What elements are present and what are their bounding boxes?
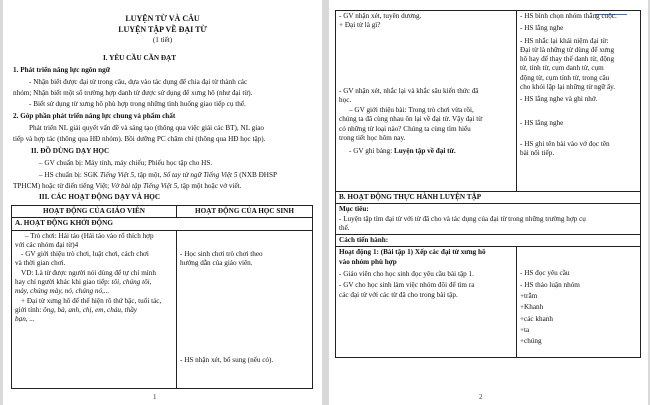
- text-line: - HS nhận xét, bổ sung (nếu có).: [180, 356, 274, 365]
- paragraph-line: Phát triển NL giải quyết vấn đề và sáng tạo (thông qua việc giải các BT), NL giao: [29, 124, 264, 132]
- text-line: - HS nhắc lại khái niệm đại từ:: [520, 36, 609, 45]
- text-line: từ, tính từ, cụm danh từ, cụm: [520, 64, 604, 73]
- text-line: - GV nhận xét, nhắc lại và khắc sâu kiến thức đã: [339, 86, 479, 95]
- lesson-subtitle: LUYỆN TẬP VỀ ĐẠI TỪ: [118, 25, 207, 34]
- paragraph-line: [13, 182, 241, 191]
- book-title: Vở bài tập Tiếng Việt 5: [110, 182, 178, 190]
- text-line: các đại từ với các từ đã cho trong bài tập.: [339, 290, 458, 299]
- text-line: - Học sinh chơi trò chơi theo: [180, 249, 263, 258]
- example-words: ông, bà, anh, chị, em, cháu, thầy: [43, 305, 137, 314]
- document-page-1: [3, 0, 322, 405]
- subsection-heading: 1. Phát triển năng lực ngôn ngữ: [13, 66, 111, 74]
- lesson-name: Luyện tập về đại từ.: [394, 147, 456, 156]
- column-header-student: HOẠT ĐỘNG CỦA HỌC SINH: [177, 206, 313, 218]
- objective-cell: [336, 204, 641, 235]
- paragraph-line: tiếp và hợp tác (thông qua HĐ nhóm). Bồi dưỡng PC chăm chỉ (thông qua HĐ học tập).: [13, 135, 266, 143]
- lesson-title: LUYỆN TỪ VÀ CÂU: [125, 14, 200, 23]
- text-span: , tập một hoặc vở viết.: [177, 182, 242, 190]
- text-line: - Giáo viên cho học sinh đọc yêu cầu bài tập 1.: [339, 270, 474, 279]
- text-line: + Đại từ xưng hô để thể hiện rõ thứ bậc, tuổi tác,: [21, 296, 162, 305]
- objective-label: Mục tiêu:: [339, 205, 369, 214]
- page-number: 2: [479, 393, 483, 401]
- text-span: (NXB ĐHSP: [237, 171, 277, 179]
- text-line: - GV cho học sinh làm việc nhóm đôi để tìm ra: [339, 281, 475, 290]
- text-line: hướng dẫn của giáo viên.: [180, 258, 253, 267]
- text-line: - HS bình chọn nhóm thắng cuộc.: [520, 12, 617, 20]
- text-line: với các nhóm đại từ)4: [15, 240, 79, 249]
- text-line: có những từ loại nào? Chúng ta cùng tìm hiểu: [339, 124, 471, 133]
- subsection-heading: 2. Góp phần phát triển năng lực chung và phẩm chất: [13, 112, 176, 120]
- text-line: +Khanh: [520, 303, 544, 312]
- page-number: 1: [153, 393, 157, 401]
- paragraph-line: [39, 171, 277, 180]
- paragraph-line: - Biết sử dụng từ xưng hô phù hợp trong những tình huống giao tiếp cụ thể.: [29, 100, 246, 108]
- section-heading: I. YÊU CẦU CẦN ĐẠT: [103, 54, 177, 62]
- text-line: [339, 147, 513, 156]
- activity-heading: Hoạt động 1: (Bài tập 1) Xếp các đại từ xưng hô: [339, 248, 486, 257]
- text-line: +ta: [520, 325, 530, 334]
- text-line: [15, 278, 173, 287]
- text-span: , tập một,: [134, 171, 164, 179]
- text-line: - HS thảo luận nhóm: [520, 280, 580, 289]
- document-page-2: [329, 0, 648, 405]
- activity-heading: vào nhóm phù hợp: [339, 257, 397, 266]
- table-section-row: A. HOẠT ĐỘNG KHỞI ĐỘNG: [12, 218, 313, 230]
- table-section-row: B. HOẠT ĐỘNG THỰC HÀNH LUYỆN TẬP: [336, 192, 641, 204]
- text-line: bạn, ...: [15, 315, 35, 324]
- text-line: trong tiết học hôm nay.: [339, 134, 406, 143]
- text-line: học.: [339, 95, 352, 104]
- teacher-activity-cell: [336, 247, 517, 358]
- procedure-label: Cách tiến hành:: [336, 235, 641, 247]
- text-line: động từ, cụm tính từ, trong câu: [520, 73, 610, 82]
- text-line: – Trò chơi: Hái táo (Hái táo vào rổ thích hợp: [25, 231, 154, 240]
- teacher-activity-cell: [12, 230, 177, 388]
- column-header-teacher: HOẠT ĐỘNG CỦA GIÁO VIÊN: [12, 206, 177, 218]
- activity-table-continued: [335, 10, 641, 358]
- text-span: – HS chuẩn bị: SGK: [39, 171, 100, 179]
- text-line: +chúng: [520, 337, 542, 346]
- text-line: - GV giới thiệu trò chơi, luật chơi, cách chơi: [21, 250, 149, 259]
- text-line: chúng ta đã cùng nhau ôn lại về đại từ. Vậy đại từ: [339, 115, 483, 124]
- section-heading: II. ĐỒ DÙNG DẠY HỌC: [31, 147, 110, 155]
- student-activity-cell: [177, 230, 313, 388]
- text-line: cho khỏi lặp lại những từ ngữ ấy.: [520, 83, 616, 92]
- text-line: - Luyện tập tìm đại từ với từ đã cho và tác dụng của đại từ trong những trường hợp cụ: [339, 214, 586, 223]
- text-line: - HS ghi tên bài vào vở đọc tên: [520, 139, 610, 148]
- text-line: – GV giới thiệu bài: Trong trò chơi vừa rồi,: [349, 106, 474, 115]
- text-line: +các khanh: [520, 314, 553, 323]
- text-line: Đại từ là những từ dùng để xưng: [520, 45, 615, 54]
- text-line: hô hay để thay thế danh từ, động: [520, 55, 615, 64]
- example-words: tôi, chúng tôi,: [111, 278, 152, 287]
- text-line: - HS đọc yêu cầu: [520, 269, 570, 278]
- paragraph-line: - Nhận biết được đại từ trong câu, dựa vào tác dụng để chia đại từ thành các: [29, 78, 248, 86]
- text-span: TPHCM) hoặc từ điển tiếng Việt;: [13, 182, 111, 190]
- book-title: Sổ tay từ ngữ Tiếng Việt 5: [163, 171, 238, 179]
- text-line: - HS lắng nghe: [520, 24, 564, 33]
- text-span: - GV ghi bảng:: [349, 147, 394, 156]
- text-line: mày, chúng mày, nó, chúng nó,...: [15, 287, 110, 296]
- text-line: + Đại từ là gì?: [339, 21, 381, 30]
- text-line: +trẫm: [520, 292, 538, 301]
- lesson-duration: (1 tiết): [152, 36, 173, 44]
- text-line: thể.: [339, 223, 350, 232]
- teacher-activity-cell: [336, 11, 517, 192]
- student-activity-cell: [517, 247, 641, 358]
- text-line: bài nối tiếp.: [520, 149, 555, 158]
- text-line: [15, 306, 173, 315]
- text-line: và thời gian chơi.: [15, 259, 66, 268]
- section-heading: III. CÁC HOẠT ĐỘNG DẠY VÀ HỌC: [39, 193, 161, 201]
- text-line: VD: Là từ được người nói dùng để tự chỉ mình: [21, 268, 156, 277]
- book-title: Tiếng Việt 5: [99, 171, 135, 179]
- student-activity-cell: [517, 11, 641, 192]
- paragraph-line: nhóm; Nhận biết một số trường hợp danh từ được sử dụng để xưng hô (như đại từ).: [13, 89, 253, 97]
- activity-table: [11, 205, 313, 389]
- text-span: giới tính:: [15, 305, 44, 314]
- text-line: - HS lắng nghe: [520, 118, 564, 127]
- text-span: hay chỉ người khác khi giao tiếp:: [15, 278, 112, 287]
- text-line: - HS lắng nghe và ghi nhớ.: [520, 95, 598, 104]
- text-line: - GV nhận xét, tuyên dương.: [339, 12, 422, 20]
- paragraph-line: – GV chuẩn bị: Máy tính, máy chiếu; Phiếu học tập cho HS.: [39, 159, 213, 167]
